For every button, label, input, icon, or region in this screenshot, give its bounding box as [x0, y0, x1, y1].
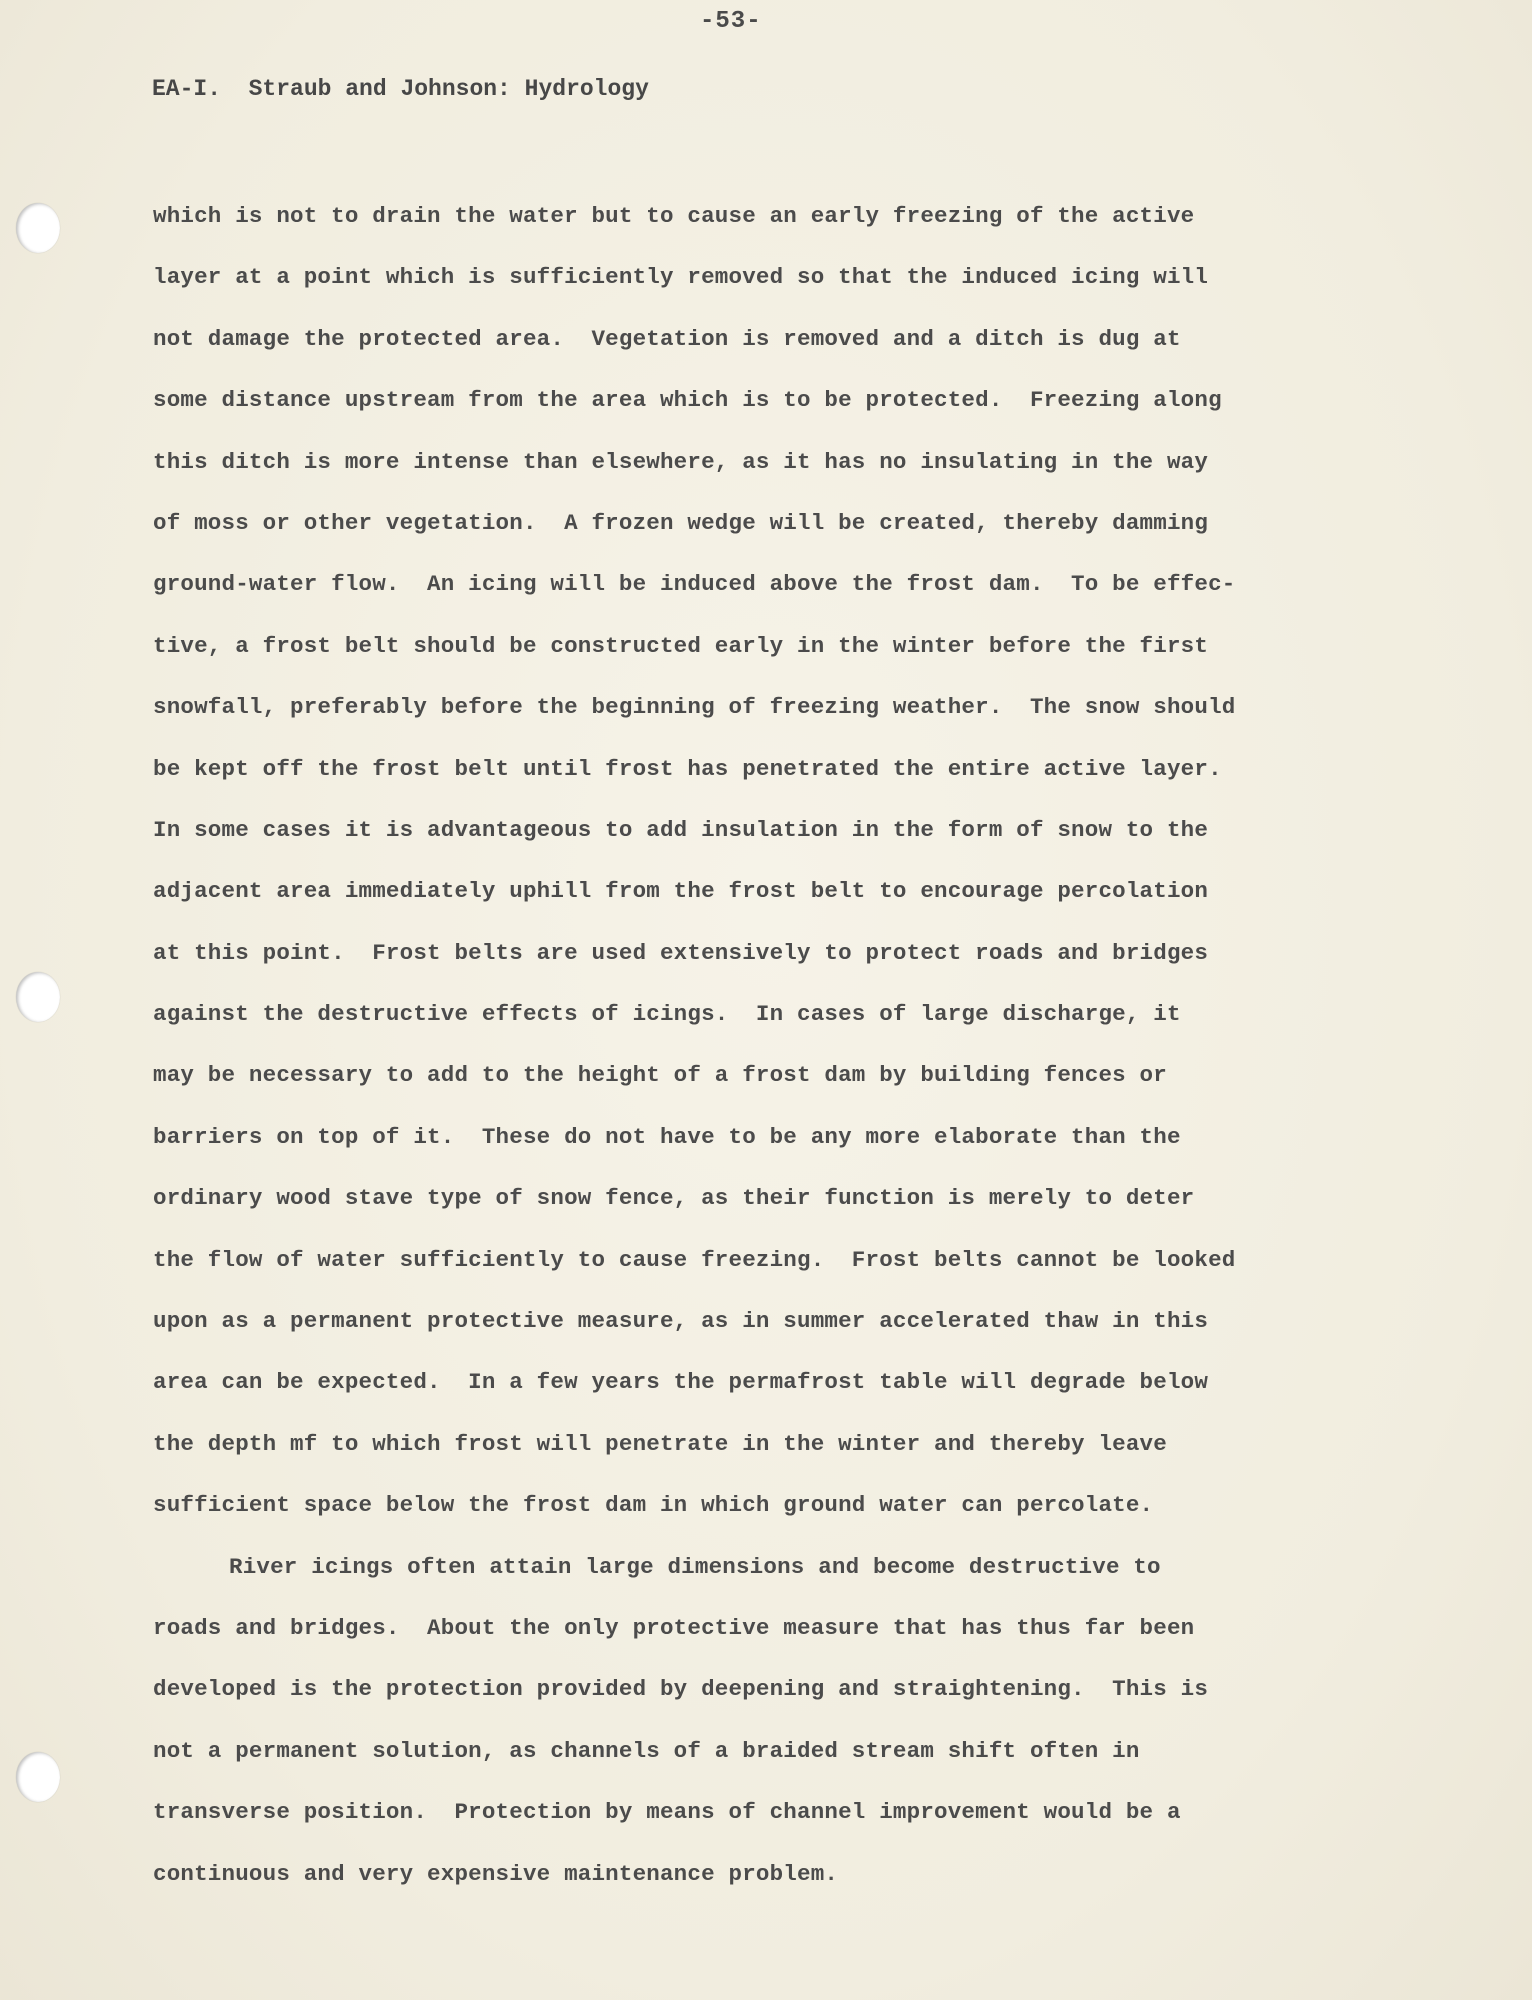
text-line: this ditch is more intense than elsewhere, as it has no insulating in the way — [153, 448, 1209, 475]
text-line: be kept off the frost belt until frost has penetrated the entire active layer. — [153, 755, 1222, 782]
text-line: which is not to drain the water but to cause an early freezing of the active — [153, 203, 1195, 229]
text-line: snowfall, preferably before the beginning of freezing weather. The snow should — [153, 694, 1236, 721]
text-line: not a permanent solution, as channels of a braided stream shift often in — [153, 1737, 1140, 1764]
body-text — [153, 186, 1235, 1905]
page-number: -53- — [700, 8, 762, 35]
text-line: some distance upstream from the area which is to be protected. Freezing along — [153, 387, 1222, 414]
text-line: against the destructive effects of icings. In cases of large discharge, it — [153, 1001, 1181, 1028]
text-line: not damage the protected area. Vegetation is removed and a ditch is dug at — [153, 325, 1181, 352]
running-header: EA-I. Straub and Johnson: Hydrology — [152, 76, 649, 102]
punch-hole-top — [16, 203, 60, 253]
text-line: upon as a permanent protective measure, as in summer accelerated thaw in this — [153, 1308, 1209, 1335]
text-line: continuous and very expensive maintenance problem. — [153, 1860, 839, 1887]
text-line: the depth mf to which frost will penetrate in the winter and thereby leave — [153, 1430, 1167, 1457]
text-line: sufficient space below the frost dam in which ground water can percolate. — [153, 1492, 1154, 1519]
text-line: adjacent area immediately uphill from the frost belt to encourage percolation — [153, 878, 1209, 905]
text-line: ground-water flow. An icing will be induced above the frost dam. To be effec- — [153, 571, 1236, 598]
text-line: roads and bridges. About the only protective measure that has thus far been — [153, 1614, 1195, 1641]
text-line: ordinary wood stave type of snow fence, as their function is merely to deter — [153, 1185, 1195, 1212]
text-line: In some cases it is advantageous to add insulation in the form of snow to the — [153, 816, 1209, 843]
punch-hole-bottom — [16, 1752, 60, 1802]
text-line: developed is the protection provided by deepening and straightening. This is — [153, 1676, 1209, 1703]
text-line: area can be expected. In a few years the permafrost table will degrade below — [153, 1369, 1209, 1396]
text-line: at this point. Frost belts are used extensively to protect roads and bridges — [153, 939, 1209, 966]
text-line: of moss or other vegetation. A frozen wedge will be created, thereby damming — [153, 509, 1209, 536]
text-line: transverse position. Protection by means of channel improvement would be a — [153, 1799, 1181, 1826]
text-line: River icings often attain large dimensions and become destructive to — [229, 1553, 1161, 1580]
text-line: the flow of water sufficiently to cause freezing. Frost belts cannot be looked — [153, 1246, 1236, 1273]
text-line: barriers on top of it. These do not have to be any more elaborate than the — [153, 1123, 1181, 1150]
punch-hole-middle — [16, 972, 60, 1022]
text-line: may be necessary to add to the height of a frost dam by building fences or — [153, 1062, 1167, 1089]
text-line: layer at a point which is sufficiently removed so that the induced icing will — [153, 264, 1209, 291]
text-line: tive, a frost belt should be constructed early in the winter before the first — [153, 632, 1209, 659]
